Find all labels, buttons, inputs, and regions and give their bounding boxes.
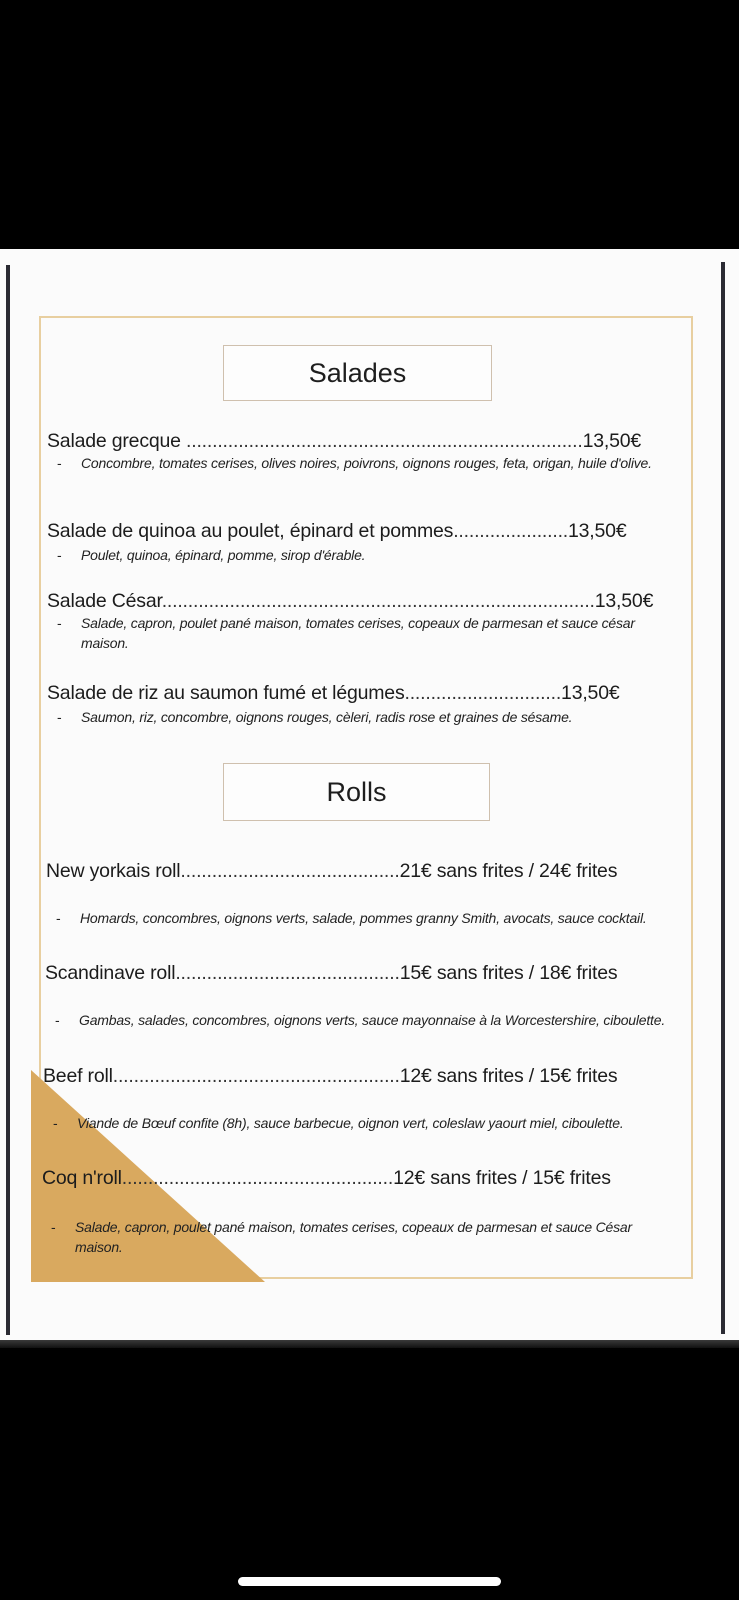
leader-dots: ................................................................................... bbox=[161, 590, 595, 612]
menu-item-title bbox=[47, 682, 620, 705]
bullet-dash: - bbox=[57, 709, 62, 725]
section-header-rolls bbox=[223, 763, 490, 821]
menu-item-title bbox=[47, 520, 626, 543]
description-text: Concombre, tomates cerises, olives noires, poivrons, oignons rouges, feta, origan, huile d'olive. bbox=[81, 455, 652, 471]
item-price: 12€ sans frites / 15€ frites bbox=[393, 1167, 611, 1189]
bullet-dash: - bbox=[57, 615, 62, 631]
leader-dots: ...................... bbox=[453, 520, 569, 542]
bullet-dash: - bbox=[53, 1115, 58, 1131]
binder-edge-left bbox=[6, 265, 10, 1335]
menu-item-title bbox=[42, 1167, 611, 1190]
menu-item-title bbox=[43, 1065, 617, 1088]
home-indicator[interactable] bbox=[238, 1577, 501, 1586]
item-price: 13,50€ bbox=[582, 430, 642, 452]
menu-item-description bbox=[57, 453, 681, 473]
item-price: 21€ sans frites / 24€ frites bbox=[399, 860, 618, 882]
leader-dots: .......................................... bbox=[180, 860, 400, 882]
bullet-dash: - bbox=[55, 1012, 60, 1028]
leader-dots: ....................................................... bbox=[112, 1065, 400, 1087]
bullet-dash: - bbox=[57, 455, 62, 471]
leader-dots: ........................................... bbox=[175, 962, 400, 984]
description-text: Homards, concombres, oignons verts, salade, pommes granny Smith, avocats, sauce cocktail. bbox=[80, 910, 647, 926]
leader-dots: ............................................................................ bbox=[180, 430, 583, 452]
item-name: Coq n'roll bbox=[42, 1167, 122, 1189]
description-text: Gambas, salades, concombres, oignons verts, sauce mayonnaise à la Worcestershire, ciboulette. bbox=[79, 1012, 666, 1028]
menu-item-title bbox=[47, 590, 653, 613]
description-text: Salade, capron, poulet pané maison, tomates cerises, copeaux de parmesan et sauce césar maison. bbox=[81, 615, 635, 651]
item-name: Salade de quinoa au poulet, épinard et pommes bbox=[47, 520, 454, 542]
menu-item-description bbox=[57, 545, 681, 565]
menu-item-description bbox=[57, 707, 701, 727]
section-title: Rolls bbox=[326, 776, 387, 807]
item-price: 13,50€ bbox=[568, 520, 627, 542]
menu-item-description bbox=[53, 1113, 637, 1133]
bullet-dash: - bbox=[57, 547, 62, 563]
description-text: Poulet, quinoa, épinard, pomme, sirop d'érable. bbox=[81, 547, 366, 563]
menu-item-title bbox=[47, 430, 641, 453]
menu-item-description bbox=[51, 1217, 675, 1257]
description-text: Viande de Bœuf confite (8h), sauce barbecue, oignon vert, coleslaw yaourt miel, ciboulette. bbox=[77, 1115, 624, 1131]
leader-dots: .................................................... bbox=[121, 1167, 394, 1189]
item-name: Scandinave roll bbox=[45, 962, 176, 984]
menu-item-description bbox=[56, 908, 665, 928]
description-text: Saumon, riz, concombre, oignons rouges, cèleri, radis rose et graines de sésame. bbox=[81, 709, 573, 725]
item-price: 15€ sans frites / 18€ frites bbox=[399, 962, 618, 984]
item-name: New yorkais roll bbox=[46, 860, 181, 882]
item-name: Beef roll bbox=[43, 1065, 113, 1087]
item-price: 12€ sans frites / 15€ frites bbox=[399, 1065, 618, 1087]
menu-item-title bbox=[45, 962, 617, 985]
item-price: 13,50€ bbox=[594, 590, 654, 612]
binder-edge-right bbox=[721, 262, 725, 1334]
section-title: Salades bbox=[308, 357, 407, 388]
bullet-dash: - bbox=[56, 910, 61, 926]
menu-item-description bbox=[55, 1010, 679, 1030]
item-name: Salade de riz au saumon fumé et légumes bbox=[47, 682, 405, 704]
item-name: Salade grecque bbox=[47, 430, 181, 452]
leader-dots: .............................. bbox=[404, 682, 562, 704]
section-header-salades bbox=[223, 345, 492, 401]
bullet-dash: - bbox=[51, 1219, 56, 1235]
page-bottom-edge bbox=[0, 1340, 739, 1348]
description-text: Salade, capron, poulet pané maison, tomates cerises, copeaux de parmesan et sauce César maison. bbox=[75, 1219, 632, 1255]
menu-item-description bbox=[57, 613, 666, 653]
item-name: Salade César bbox=[47, 590, 162, 612]
item-price: 13,50€ bbox=[561, 682, 620, 704]
menu-item-title bbox=[46, 860, 617, 883]
